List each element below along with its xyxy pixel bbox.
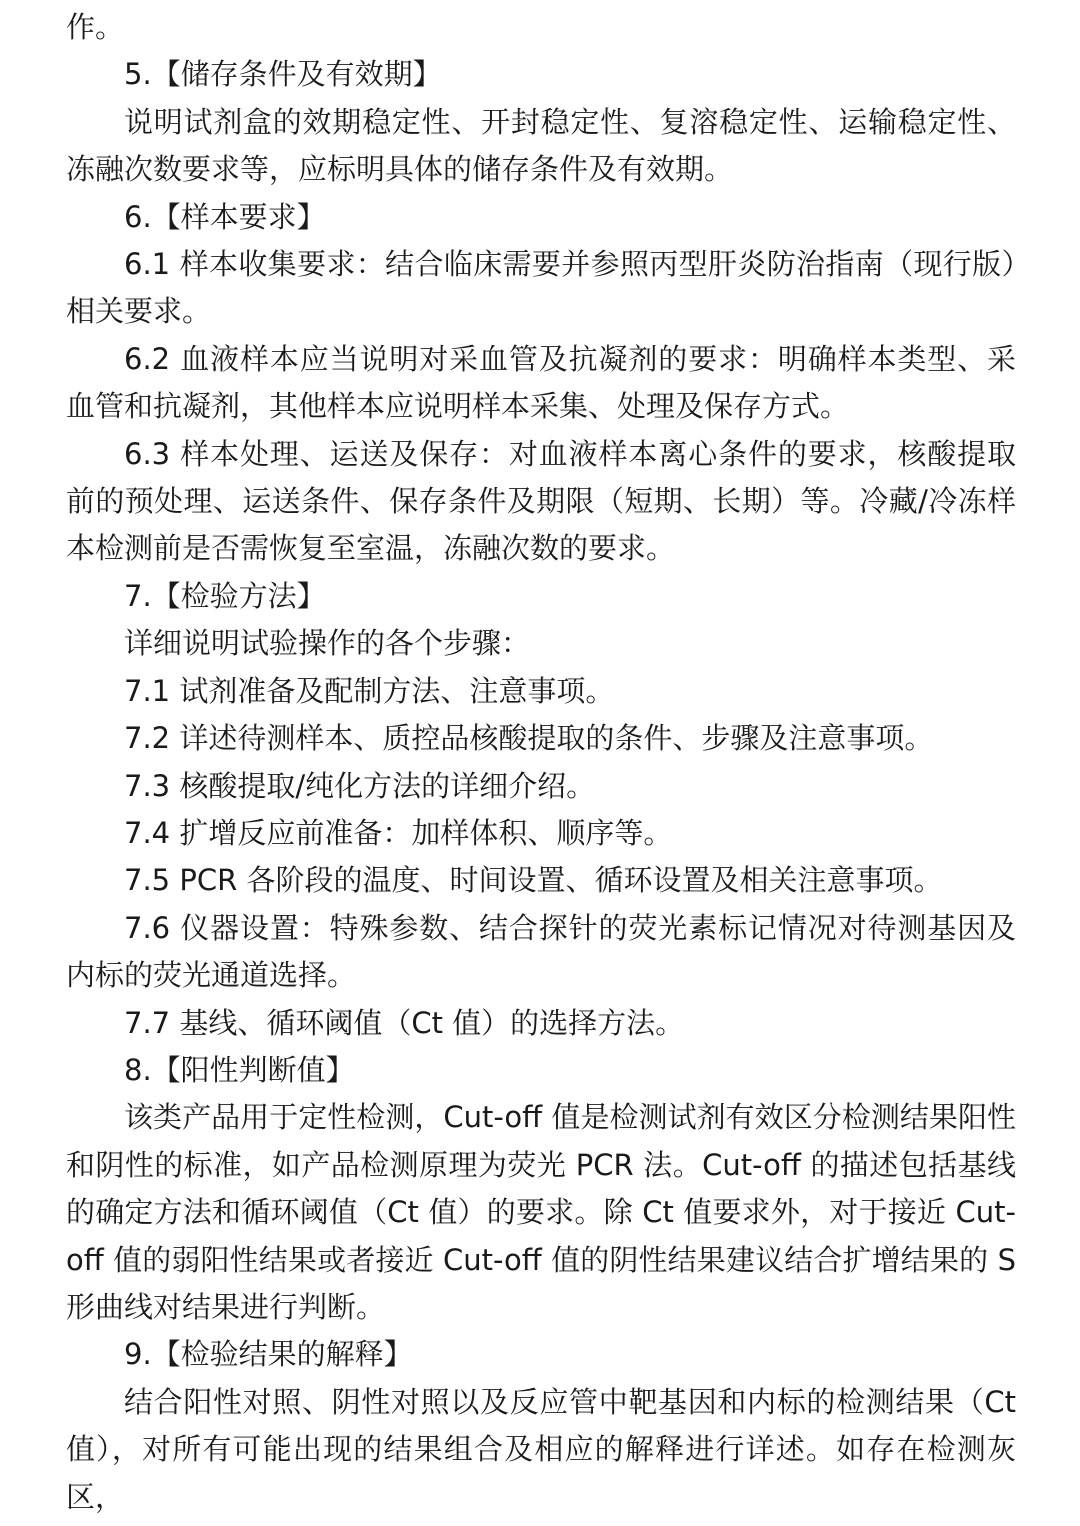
paragraph: 7.6 仪器设置：特殊参数、结合探针的荧光素标记情况对待测基因及内标的荧光通道选择。 <box>66 910 1016 993</box>
paragraph: 7.1 试剂准备及配制方法、注意事项。 <box>124 673 615 708</box>
paragraph: 6.2 血液样本应当说明对采血管及抗凝剂的要求：明确样本类型、采血管和抗凝剂，其他样本应说明样本采集、处理及保存方式。 <box>66 341 1016 424</box>
paragraph: 该类产品用于定性检测，Cut-off 值是检测试剂有效区分检测结果阳性和阴性的标准，如产品检测原理为荧光 PCR 法。Cut-off 的描述包括基线的确定方法和循环阈值（Ct 值）的要求。除 Ct 值要求外，对于接近 Cut-off 值的弱阳性结果或者接近 Cut-off 值的阴性结果建议结合扩增结果的 S 形曲线对结果进行判断。 <box>66 1100 1016 1324</box>
paragraph: 详细说明试验操作的各个步骤： <box>124 626 531 661</box>
section-heading-positive-cutoff: 8.【阳性判断值】 <box>124 1052 355 1087</box>
section-heading-result-interpretation: 9.【检验结果的解释】 <box>124 1337 413 1372</box>
paragraph: 7.2 详述待测样本、质控品核酸提取的条件、步骤及注意事项。 <box>124 721 934 756</box>
paragraph: 7.3 核酸提取/纯化方法的详细介绍。 <box>124 768 596 803</box>
paragraph: 7.4 扩增反应前准备：加样体积、顺序等。 <box>124 815 673 850</box>
paragraph: 说明试剂盒的效期稳定性、开封稳定性、复溶稳定性、运输稳定性、冻融次数要求等，应标明具体的储存条件及有效期。 <box>66 104 1016 187</box>
document-page <box>66 4 1016 1521</box>
paragraph: 7.5 PCR 各阶段的温度、时间设置、循环设置及相关注意事项。 <box>124 863 943 898</box>
paragraph: 6.1 样本收集要求：结合临床需要并参照丙型肝炎防治指南（现行版）相关要求。 <box>66 247 1016 329</box>
paragraph: 7.7 基线、循环阈值（Ct 值）的选择方法。 <box>124 1005 685 1040</box>
paragraph: 结合阳性对照、阴性对照以及反应管中靶基因和内标的检测结果（Ct 值），对所有可能出现的结果组合及相应的解释进行详述。如存在检测灰区， <box>66 1384 1016 1514</box>
section-heading-storage: 5.【储存条件及有效期】 <box>124 57 442 92</box>
section-heading-test-method: 7.【检验方法】 <box>124 578 326 613</box>
carry-over-text: 作。 <box>66 10 125 44</box>
section-heading-sample-requirements: 6.【样本要求】 <box>124 199 326 234</box>
paragraph: 6.3 样本处理、运送及保存：对血液样本离心条件的要求，核酸提取前的预处理、运送条件、保存条件及期限（短期、长期）等。冷藏/冷冻样本检测前是否需恢复至室温，冻融次数的要求。 <box>66 436 1016 566</box>
